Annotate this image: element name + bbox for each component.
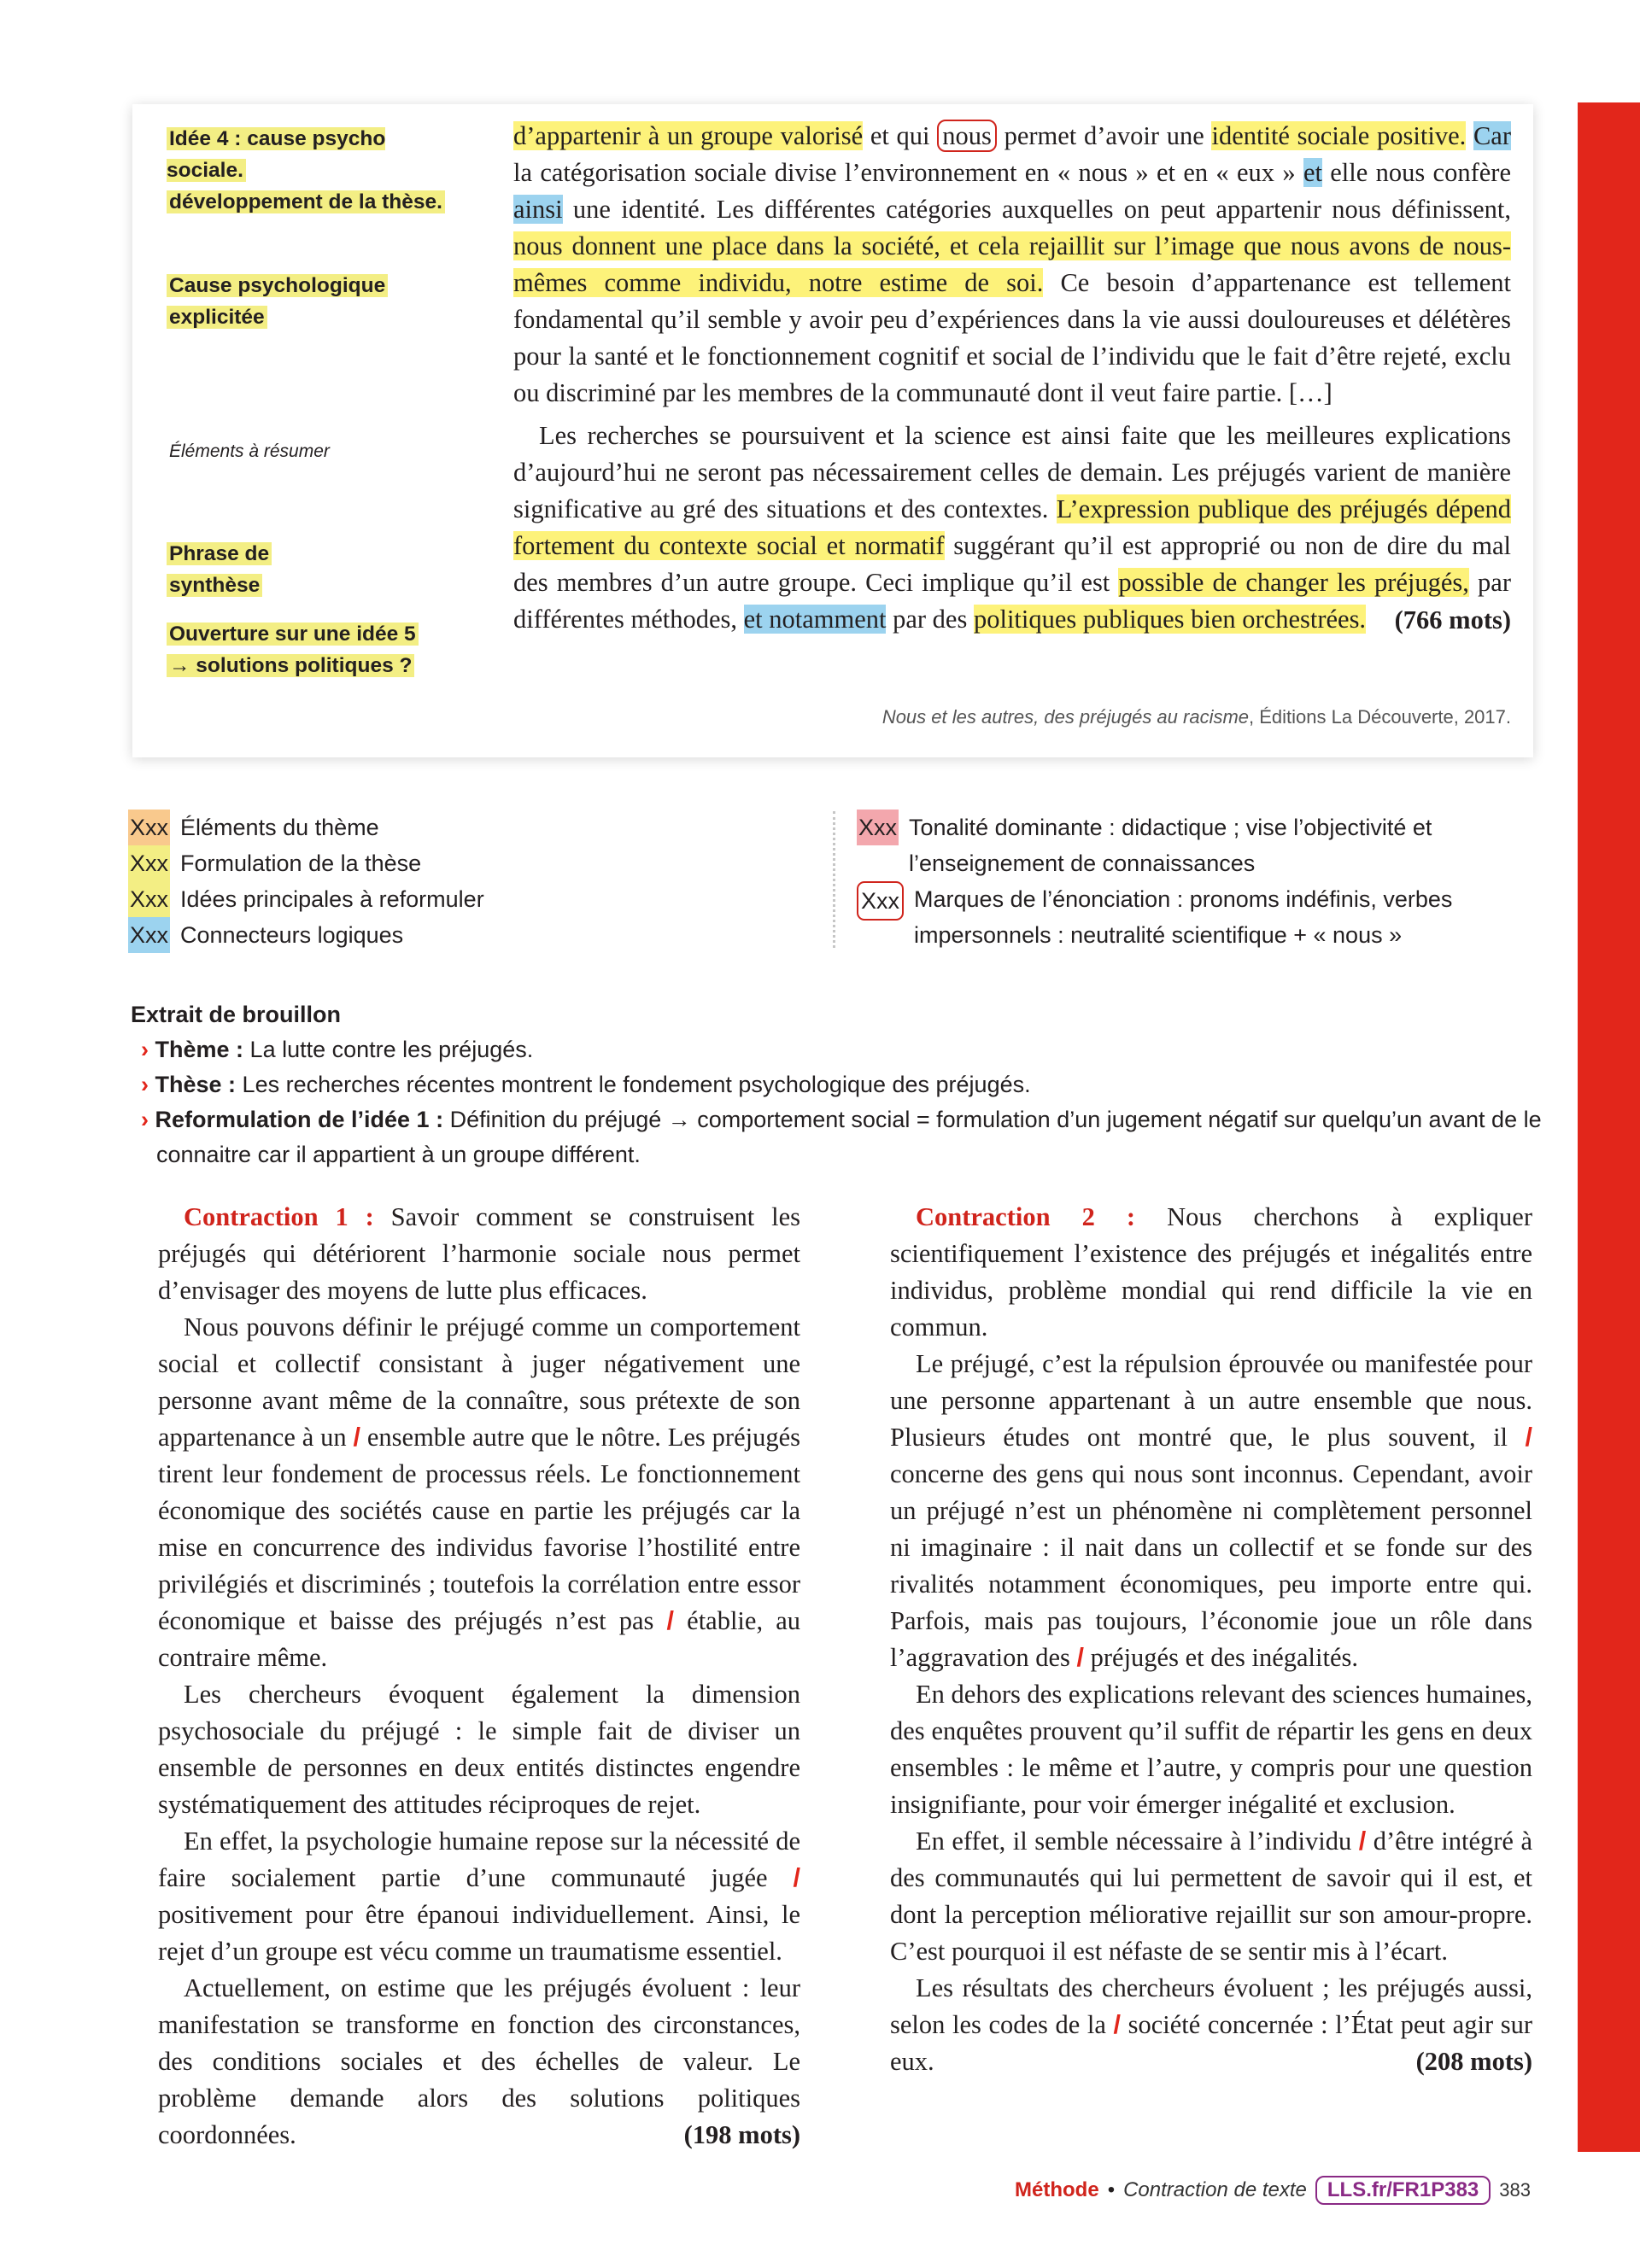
source-text-card <box>132 104 1533 757</box>
contraction-2-paragraph: Les résultats des chercheurs évoluent ; les préjugés aussi, selon les codes de la / société concernée : l’État peut agir sur eux. (208 mots) <box>890 1970 1532 2080</box>
connector-highlight: ainsi <box>513 195 563 224</box>
chevron-right-icon: › <box>141 1072 149 1097</box>
legend-divider <box>833 811 835 948</box>
margin-note-cause-psychologique: Cause psychologique explicitée <box>167 270 457 333</box>
legend-item-marques: Xxx Marques de l’énonciation : pronoms indéfinis, verbes impersonnels : neutralité scientifique + « nous » <box>857 881 1549 953</box>
source-word-count: (766 mots) <box>1394 605 1511 634</box>
source-text <box>513 118 1511 639</box>
page-footer <box>1015 2176 1531 2205</box>
source-credit: Nous et les autres, des préjugés au racisme, Éditions La Découverte, 2017. <box>882 706 1511 728</box>
legend-item-idees: Xxx Idées principales à reformuler <box>128 881 811 917</box>
swatch-yellow: Xxx <box>128 881 170 917</box>
contraction-2-word-count: (208 mots) <box>1415 2047 1532 2076</box>
slash-mark: / <box>1525 1423 1532 1452</box>
connector-highlight: et notamment <box>743 605 887 634</box>
slash-mark: / <box>1076 1643 1084 1672</box>
chevron-right-icon: › <box>141 1037 149 1062</box>
connector-highlight: et <box>1303 158 1322 187</box>
contraction-1 <box>158 1199 800 2154</box>
legend-left <box>128 810 811 953</box>
legend-item-theme: Xxx Éléments du thème <box>128 810 811 845</box>
swatch-yellow: Xxx <box>128 845 170 881</box>
footer-dot: • <box>1107 2178 1116 2201</box>
source-paragraph-2: Les recherches se poursuivent et la science est ainsi faite que les meilleures explications d’aujourd’hui ne seront pas nécessairement celles de demain. Les préjugés varient de manière significative au gré des situations et des contextes. L’expression publique des préjugés dépend fortement du contexte social et normatif suggérant qu’il est approprié ou non de dire du mal des membres d’un autre groupe. Ceci implique qu’il est possible de changer les préjugés, par différentes méthodes, et notamment par des politiques publiques bien orchestrées. <box>513 421 1511 634</box>
contraction-1-word-count: (198 mots) <box>683 2120 800 2149</box>
contraction-2-paragraph: En effet, il semble nécessaire à l’individu / d’être intégré à des communautés qui lui permettent de savoir qui il est, et dont la perception méliorative rejaillit sur son amour-propre. C’est pourquoi il est néfaste de se sentir mis à l’écart. <box>890 1827 1532 1966</box>
contraction-1-paragraph: Les chercheurs évoquent également la dimension psychosociale du préjugé : le simple fait de diviser un ensemble de personnes en deux entités distinctes engendre systématiquement des attitudes réciproques de rejet. <box>158 1680 800 1819</box>
margin-note-ouverture: Ouverture sur une idée 5 → solutions politiques ? <box>167 618 457 681</box>
swatch-orange: Xxx <box>128 810 170 845</box>
page-edge-tab <box>1578 102 1640 2152</box>
contraction-1-paragraph: Nous pouvons définir le préjugé comme un comportement social et collectif consistant à juger négativement une personne avant même de la connaître, sous prétexte de son appartenance à un / ensemble autre que le nôtre. Les préjugés tirent leur fondement de processus réels. Le fonctionnement économique des sociétés cause en partie les préjugés car la mise en concurrence des individus favorise l’hostilité entre privilégiés et discriminés ; toutefois la corrélation entre essor économique et baisse des préjugés n’est pas / établie, au contraire même. <box>158 1312 800 1672</box>
draft-item-theme: › Thème : La lutte contre les préjugés. <box>141 1037 534 1062</box>
swatch-boxed: Xxx <box>857 881 904 921</box>
footer-subsection: Contraction de texte <box>1123 2178 1307 2201</box>
slash-mark: / <box>1113 2010 1122 2039</box>
draft-item-reformulation: › Reformulation de l’idée 1 : Définition du préjugé → comportement social = formulation d’un jugement négatif sur quelqu’un avant de le connaitre car il appartient à un groupe différent. <box>141 1107 1542 1167</box>
draft-title: Extrait de brouillon <box>131 1002 342 1027</box>
legend-item-connecteurs: Xxx Connecteurs logiques <box>128 917 811 953</box>
margin-note-idee-4: Idée 4 : cause psycho sociale. développement de la thèse. <box>167 123 457 218</box>
contraction-2-paragraph: Contraction 2 : Nous cherchons à expliquer scientifiquement l’existence des préjugés et inégalités entre individus, problème mondial qui rend difficile la vie en commun. <box>890 1202 1532 1342</box>
footer-section: Méthode <box>1015 2178 1099 2201</box>
slash-mark: / <box>793 1863 800 1892</box>
enunciation-mark: nous <box>937 120 997 152</box>
margin-note-elements: Éléments à résumer <box>169 441 330 461</box>
page-number: 383 <box>1499 2179 1531 2201</box>
draft-extract <box>131 997 1549 1172</box>
contraction-2-title: Contraction 2 : <box>916 1202 1136 1231</box>
contraction-1-title: Contraction 1 : <box>184 1202 374 1231</box>
source-paragraph-1: d’appartenir à un groupe valorisé et qui nous permet d’avoir une identité sociale positive. Car la catégorisation sociale divise l’environnement en « nous » et en « eux » et elle nous confère ainsi une identité. Les différentes catégories auxquelles on peut appartenir nous définissent, nous donnent une place dans la société, et cela rejaillit sur l’image que nous avons de nous-mêmes comme individu, notre estime de soi. Ce besoin d’appartenance est tellement fondamental qu’il semble y avoir peu d’expériences dans la vie aussi douloureuses et délétères pour la santé et le fonctionnement cognitif et social de l’individu que le fait d’être rejeté, exclu ou discriminé par les membres de la communauté dont il veut faire partie. […] <box>513 121 1512 407</box>
slash-mark: / <box>1358 1827 1367 1856</box>
legend-item-these: Xxx Formulation de la thèse <box>128 845 811 881</box>
margin-note-phrase-synthese: Phrase de synthèse <box>167 538 457 601</box>
legend-right <box>857 810 1549 953</box>
connector-highlight: Car <box>1473 121 1512 150</box>
draft-item-these: › Thèse : Les recherches récentes montrent le fondement psychologique des préjugés. <box>141 1072 1031 1097</box>
chevron-right-icon: › <box>141 1107 149 1132</box>
contraction-2 <box>890 1199 1532 2080</box>
slash-mark: / <box>353 1423 361 1452</box>
legend-item-tonalite: Xxx Tonalité dominante : didactique ; vise l’objectivité et l’enseignement de connaissances <box>857 810 1549 881</box>
contraction-1-paragraph: Contraction 1 : Savoir comment se construisent les préjugés qui détériorent l’harmonie sociale nous permet d’envisager des moyens de lutte plus efficaces. <box>158 1202 800 1305</box>
slash-mark: / <box>666 1606 675 1635</box>
swatch-pink: Xxx <box>857 810 899 845</box>
footer-link[interactable]: LLS.fr/FR1P383 <box>1315 2176 1491 2205</box>
swatch-blue: Xxx <box>128 917 170 953</box>
contraction-2-paragraph: Le préjugé, c’est la répulsion éprouvée ou manifestée pour une personne appartenant à un autre ensemble que nous. Plusieurs études ont montré que, le plus souvent, il / concerne des gens qui nous sont inconnus. Cependant, avoir un préjugé n’est un phénomène ni complètement personnel ni imaginaire : il nait dans un collectif et se fonde sur des rivalités notamment économiques, peu importe entre qui. Parfois, mais pas toujours, l’économie joue un rôle dans l’aggravation des / préjugés et des inégalités. <box>890 1349 1532 1672</box>
contraction-2-paragraph: En dehors des explications relevant des sciences humaines, des enquêtes prouvent qu’il suffit de répartir les gens en deux ensembles : le même et l’autre, y compris pour une question insignifiante, pour voir émerger inégalité et exclusion. <box>890 1680 1532 1819</box>
contraction-1-paragraph: En effet, la psychologie humaine repose sur la nécessité de faire socialement partie d’une communauté jugée / positivement pour être épanoui individuellement. Ainsi, le rejet d’un groupe est vécu comme un traumatisme essentiel. <box>158 1827 800 1966</box>
contraction-1-paragraph: Actuellement, on estime que les préjugés évoluent : leur manifestation se transforme en fonction des circonstances, des conditions sociales et des échelles de valeur. Le problème demande alors des solutions politiques coordonnées. (198 mots) <box>158 1970 800 2154</box>
